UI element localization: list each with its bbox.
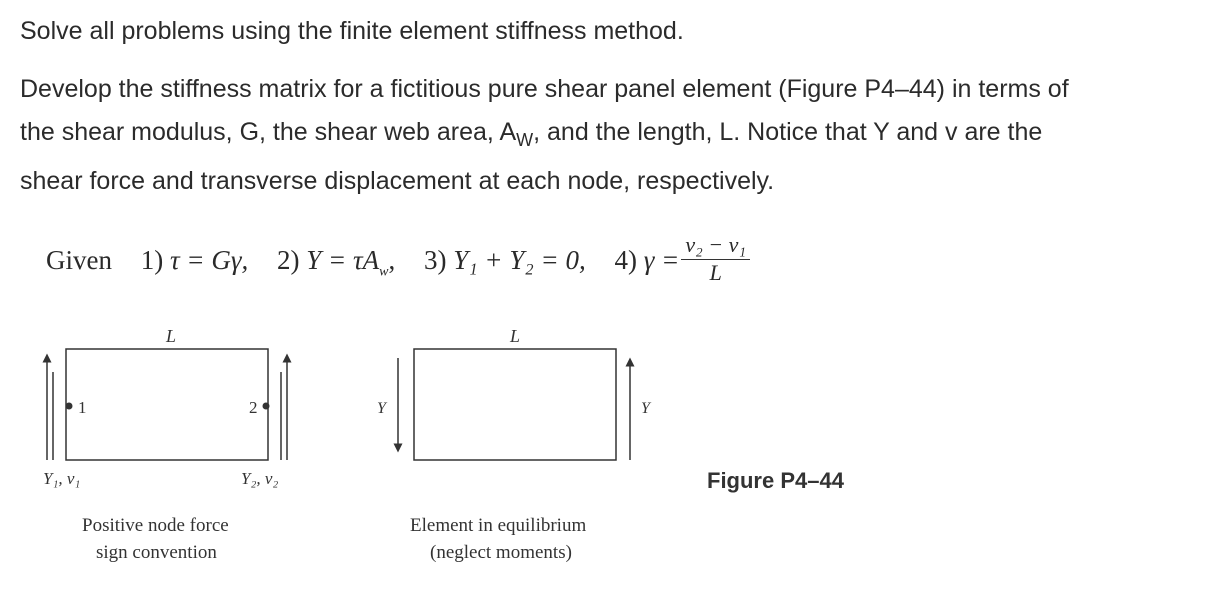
right-caption-line-1: Element in equilibrium (410, 515, 587, 536)
eq-2-comma: , (388, 245, 396, 276)
right-caption-line-2: (neglect moments) (430, 542, 572, 563)
right-right-force-label: Y (641, 400, 650, 417)
problem-line-3: shear force and transverse displacement at each node, respectively. (20, 167, 775, 195)
eq-2-expression: Y = τA (306, 245, 380, 276)
eq-1-number: 1) (140, 245, 164, 276)
node-1-label: 1 (78, 398, 87, 417)
eq-4-number: 4) (614, 245, 638, 276)
eq-4-lhs: γ = (643, 245, 680, 276)
problem-line-2-end: , and the length, L. Notice that Y and v are the (533, 118, 1043, 146)
area-subscript: W (516, 130, 534, 150)
node-2-label: 2 (249, 398, 258, 417)
node-1-dot (66, 403, 73, 410)
node-2-dot (263, 403, 270, 410)
figure-caption: Figure P4–44 (707, 468, 844, 493)
problem-line-2-start: the shear modulus, G, the shear web area, A (20, 118, 517, 146)
given-label: Given (46, 245, 112, 276)
right-panel-diagram (377, 326, 652, 563)
right-left-force-label: Y (377, 400, 386, 417)
left-force-label-2: Y₂, v₂ (241, 469, 279, 488)
instructions-text: Solve all problems using the finite element stiffness method. (20, 17, 684, 45)
left-force-label-1: Y₁, v₁ (43, 469, 81, 488)
eq-3-expression: Y₁ + Y₂ = 0, (453, 245, 586, 276)
eq-4-denominator: L (709, 260, 722, 285)
eq-4-numerator: v₂ − v₁ (681, 232, 750, 260)
eq-2-number: 2) (277, 245, 300, 276)
left-caption-line-2: sign convention (96, 542, 217, 563)
right-panel-rect (414, 349, 616, 460)
left-panel-rect (66, 349, 268, 460)
problem-line-1: Develop the stiffness matrix for a fictitious pure shear panel element (Figure P4–44) in terms of (20, 75, 1069, 103)
eq-1-expression: τ = Gγ, (169, 245, 249, 276)
left-caption-line-1: Positive node force (82, 515, 229, 536)
eq-2-subscript: w (379, 264, 389, 280)
eq-3-number: 3) (424, 245, 447, 276)
left-length-label: L (166, 326, 177, 346)
left-panel-diagram (43, 326, 287, 563)
right-length-label: L (510, 326, 521, 346)
